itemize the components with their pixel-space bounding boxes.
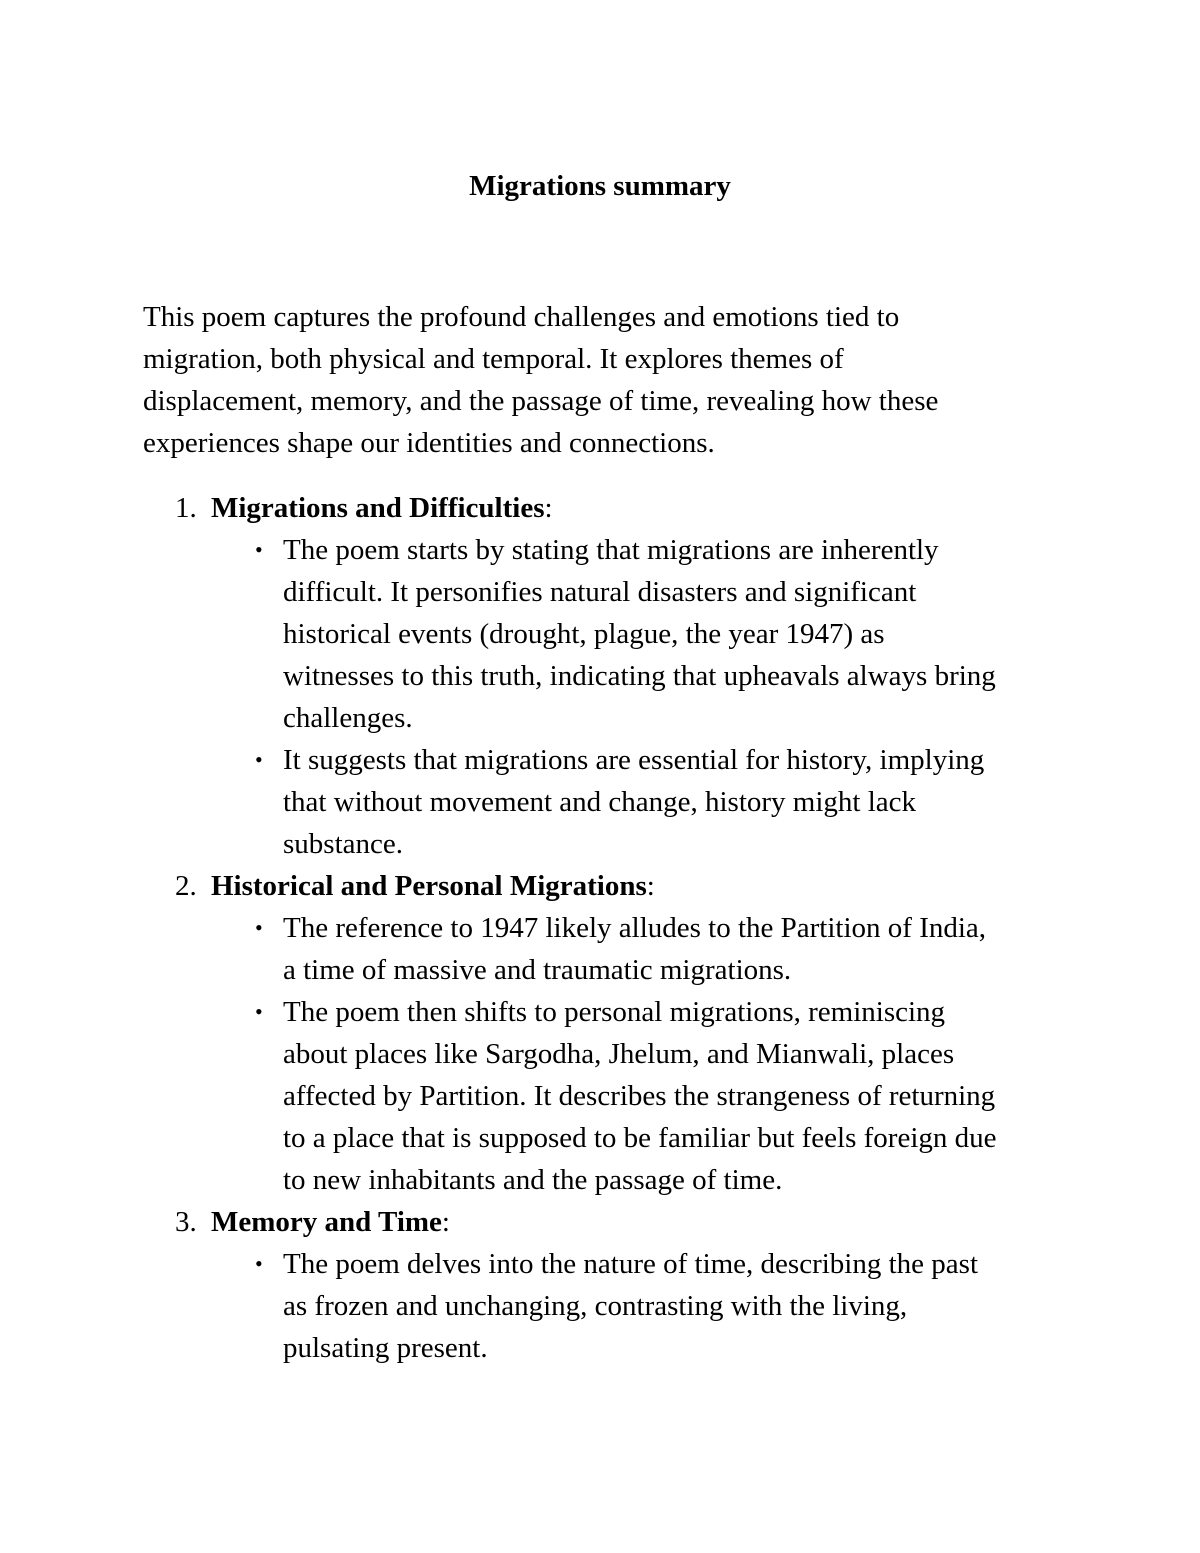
section-title: Historical and Personal Migrations bbox=[211, 870, 647, 902]
bullet-list bbox=[143, 907, 1083, 1201]
bullet-line: difficult. It personifies natural disasters and significant bbox=[283, 576, 917, 608]
bullet-item bbox=[143, 907, 1083, 991]
section-title: Memory and Time bbox=[211, 1206, 442, 1238]
intro-line: displacement, memory, and the passage of time, revealing how these bbox=[143, 385, 939, 417]
section-heading bbox=[143, 1201, 1083, 1243]
intro-line: experiences shape our identities and connections. bbox=[143, 427, 715, 459]
section-number: 3. bbox=[175, 1206, 197, 1238]
section-title: Migrations and Difficulties bbox=[211, 492, 545, 524]
bullet-item bbox=[143, 739, 1083, 865]
bullet-line: The reference to 1947 likely alludes to the Partition of India, bbox=[283, 912, 987, 944]
bullet-list bbox=[143, 529, 1083, 865]
bullet-dot-icon: • bbox=[255, 747, 263, 772]
bullet-dot-icon: • bbox=[255, 999, 263, 1024]
section-colon: : bbox=[646, 870, 655, 902]
bullet-line: challenges. bbox=[283, 702, 413, 734]
section-colon: : bbox=[544, 492, 553, 524]
bullet-dot-icon: • bbox=[255, 1251, 263, 1276]
bullet-line: The poem then shifts to personal migrations, reminiscing bbox=[283, 996, 946, 1028]
intro-paragraph bbox=[143, 296, 1083, 464]
bullet-line: historical events (drought, plague, the year 1947) as bbox=[283, 618, 885, 650]
bullet-line: that without movement and change, history might lack bbox=[283, 786, 917, 818]
bullet-line: substance. bbox=[283, 828, 403, 860]
bullet-line: a time of massive and traumatic migrations. bbox=[283, 954, 792, 986]
bullet-line: It suggests that migrations are essential for history, implying bbox=[283, 744, 985, 776]
section-heading bbox=[143, 487, 1083, 529]
page-title: Migrations summary bbox=[469, 170, 731, 202]
bullet-line: about places like Sargodha, Jhelum, and Mianwali, places bbox=[283, 1038, 955, 1070]
bullet-dot-icon: • bbox=[255, 915, 263, 940]
section-item bbox=[143, 487, 1083, 865]
section-list bbox=[143, 487, 1083, 1369]
bullet-line: pulsating present. bbox=[283, 1332, 488, 1364]
bullet-dot-icon: • bbox=[255, 537, 263, 562]
bullet-line: The poem delves into the nature of time, describing the past bbox=[283, 1248, 978, 1280]
bullet-line: witnesses to this truth, indicating that upheavals always bring bbox=[283, 660, 996, 692]
section-number: 1. bbox=[175, 492, 197, 524]
section-item bbox=[143, 1201, 1083, 1369]
bullet-item bbox=[143, 991, 1083, 1201]
section-number: 2. bbox=[175, 870, 197, 902]
bullet-item bbox=[143, 529, 1083, 739]
section-item bbox=[143, 865, 1083, 1201]
bullet-line: affected by Partition. It describes the strangeness of returning bbox=[283, 1080, 996, 1112]
section-heading bbox=[143, 865, 1083, 907]
intro-line: This poem captures the profound challenges and emotions tied to bbox=[143, 301, 900, 333]
bullet-line: The poem starts by stating that migrations are inherently bbox=[283, 534, 939, 566]
bullet-item bbox=[143, 1243, 1083, 1369]
section-colon: : bbox=[441, 1206, 450, 1238]
bullet-list bbox=[143, 1243, 1083, 1369]
bullet-line: to new inhabitants and the passage of time. bbox=[283, 1164, 783, 1196]
bullet-line: to a place that is supposed to be familiar but feels foreign due bbox=[283, 1122, 997, 1154]
bullet-line: as frozen and unchanging, contrasting with the living, bbox=[283, 1290, 908, 1322]
intro-line: migration, both physical and temporal. It explores themes of bbox=[143, 343, 844, 375]
